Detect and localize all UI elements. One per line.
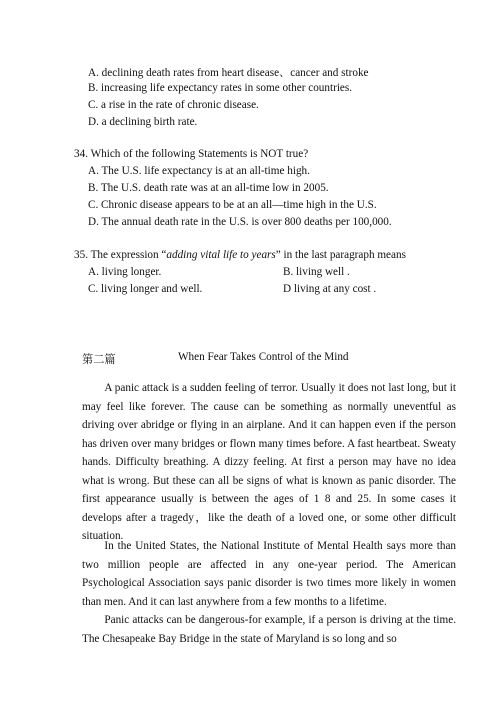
q34-option-b: B. The U.S. death rate was at an all-time low in 2005. (88, 182, 329, 194)
q34-option-c: C. Chronic disease appears to be at an all—time high in the U.S. (88, 199, 377, 211)
q35-stem-before: 35. The expression “ (74, 249, 167, 261)
section-label: 第二篇 (82, 354, 116, 366)
q34-stem: 34. Which of the following Statements is NOT true? (74, 148, 309, 160)
passage-paragraph-2: In the United States, the National Institute of Mental Health says more than two million people are affected in any one-year period. The American Psychological Association says panic disorder is two times more likely in women than men. And it can last anywhere from a few months to a lifetime. (82, 540, 456, 608)
q35-option-b: B. living well . (283, 266, 350, 278)
q33-option-c: C. a rise in the rate of chronic disease. (88, 99, 259, 111)
q33-option-a: A. declining death rates from heart disease、cancer and stroke (88, 67, 369, 79)
q35-stem-after: ” in the last paragraph means (275, 249, 406, 261)
q35-stem (74, 249, 406, 261)
q33-option-d: D. a declining birth rate. (88, 116, 198, 128)
q35-stem-phrase: adding vital life to years (166, 249, 276, 261)
q34-option-d: D. The annual death rate in the U.S. is over 800 deaths per 100,000. (88, 216, 392, 228)
q33-option-b: B. increasing life expectancy rates in some other countries. (88, 82, 353, 94)
q35-option-c: C. living longer and well. (88, 283, 203, 295)
q35-option-a: A. living longer. (88, 266, 162, 278)
passage-paragraph-1: A panic attack is a sudden feeling of terror. Usually it does not last long, but it may feel like forever. The cause can be something as normally uneventful as driving over abridge or flying in an airplane. And it can happen even if the person has driven over many bridges or flown many times before. A fast heartbeat. Sweaty hands. Difficulty breathing. A dizzy feeling. At first a person may have no idea what is wrong. But these can all be signs of what is known as panic disorder. The first appearance usually is between the ages of 1 8 and 25. In some cases it develops after a tragedy，like the death of a loved one, or some other difficult situation. (82, 382, 456, 543)
q34-option-a: A. The U.S. life expectancy is at an all-time high. (88, 165, 310, 177)
q35-option-d: D living at any cost . (283, 283, 377, 295)
passage-title: When Fear Takes Control of the Mind (178, 351, 349, 363)
passage-paragraph-3: Panic attacks can be dangerous-for example, if a person is driving at the time. The Chesapeake Bay Bridge in the state of Maryland is so long and so (82, 614, 456, 645)
